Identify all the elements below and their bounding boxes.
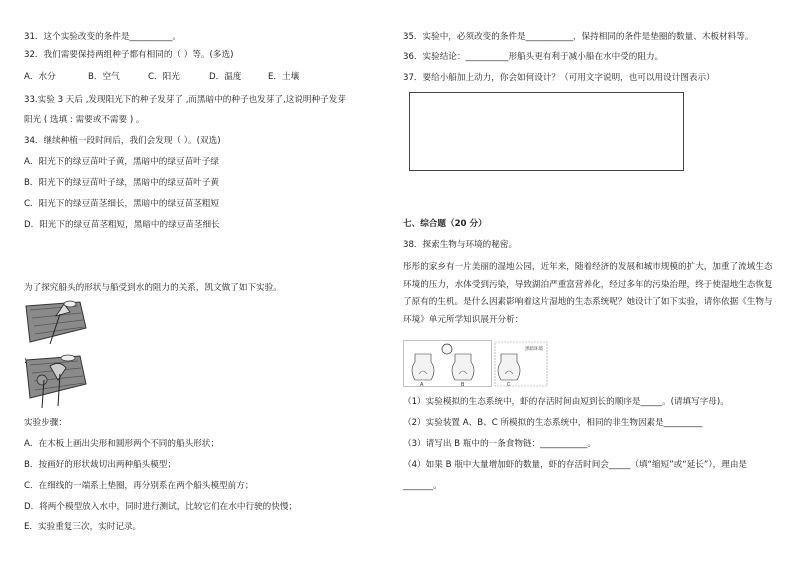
- step-d: D．将两个模型放入水中，同时进行测试，比较它们在水中行驶的快慢；: [24, 502, 298, 512]
- boat-figure-round: [20, 350, 90, 410]
- sub-question-4-end: _______。: [403, 481, 442, 491]
- bottle-label-b: B: [461, 382, 465, 388]
- step-b: B．按画好的形状裁切出两种船头模型；: [24, 460, 176, 470]
- q32-option-a: A．水分: [24, 72, 56, 82]
- question-38: 38．探索生物与环境的秘密。: [403, 240, 518, 250]
- q34-option-b: B．阳光下的绿豆苗叶子绿，黑暗中的绿豆苗叶子黄: [24, 178, 219, 188]
- q32-option-c: C．阳光: [148, 72, 180, 82]
- sub-question-1: （1）实验模拟的生态系统中，虾的存活时间由短到长的顺序是_____。(请填写字母)。: [403, 397, 729, 407]
- bottle-label-c: C: [507, 382, 511, 388]
- sub-question-3: （3）请写出 B 瓶中的一条食物链：___________。: [403, 439, 596, 449]
- step-a: A．在木板上画出尖形和圆形两个不同的船头形状；: [24, 439, 219, 449]
- q32-option-d: D．温度: [209, 72, 242, 82]
- question-36: 36．实验结论：__________形船头更有利于减小船在水中受的阻力。: [403, 52, 664, 62]
- question-31: 31．这个实验改变的条件是__________。: [24, 32, 182, 42]
- question-33-line1: 33.实验 3 天后 ,发现阳光下的种子发芽了 ,而黑暗中的种子也发芽了,这说明种子发芽: [24, 95, 346, 105]
- step-e: E．实验重复三次，实时记录。: [24, 522, 142, 532]
- steps-title: 实验步骤：: [24, 418, 67, 428]
- design-answer-box[interactable]: [409, 92, 684, 171]
- q32-option-e: E．土壤: [268, 72, 300, 82]
- q32-option-b: B．空气: [88, 72, 120, 82]
- figure-marker: :: [24, 356, 27, 366]
- question-33-line2: 阳光 ( 选填 : 需要或不需要 ) 。: [24, 115, 145, 125]
- question-37: 37．要给小船加上动力，你会如何设计？（可用文字说明，也可以用设计图表示）: [403, 73, 715, 83]
- boat-figure-pointed: [20, 298, 90, 348]
- dark-environment-label: 黑暗环境: [525, 347, 543, 352]
- experiment-intro: 为了探究船头的形状与船受到水的阻力的关系，凯文做了如下实验。: [24, 283, 282, 293]
- question-35: 35．实验中，必须改变的条件是___________，保持相同的条件是垫圈的数量、木板材料等。: [403, 32, 754, 42]
- q34-option-a: A．阳光下的绿豆苗叶子黄，黑暗中的绿豆苗叶子绿: [24, 157, 219, 167]
- question-34: 34．继续种植一段时间后，我们会发现（ ）。(双选): [24, 136, 221, 146]
- ecosystem-bottles-figure: [403, 340, 563, 388]
- q34-option-c: C．阳光下的绿豆苗茎细长，黑暗中的绿豆苗茎粗短: [24, 199, 220, 209]
- section-7-title: 七、综合题（20 分）: [403, 219, 487, 229]
- sub-question-2: （2）实验装置 A、B、C 所模拟的生态系统中，相同的非生物因素是_________: [403, 418, 703, 428]
- step-c: C．在细线的一端系上垫圈，再分别系在两个船头模型前方；: [24, 481, 254, 491]
- q38-paragraph: 彤彤的家乡有一片美丽的湿地公园，近年来，随着经济的发展和城市规模的扩大，加重了流域生态环境的压力，水体受到污染，导致湖泊严重富营养化，经过多年的污染治理，终于使湿地生态恢复了原有的生机。是什么因素影响着这片湿地的生态系统呢？她设计了如下实验，请你依据《生物与环境》单元所学知识展开分析：: [403, 262, 773, 325]
- q34-option-d: D．阳光下的绿豆苗茎粗短，黑暗中的绿豆苗茎细长: [24, 220, 220, 230]
- question-32: 32．我们需要保持两组种子都有相同的（ ）等。(多选): [24, 50, 234, 60]
- bottle-label-a: A: [420, 382, 424, 388]
- sub-question-4: （4）如果 B 瓶中大量增加虾的数量，虾的存活时间会_____（填“缩短”或“延长”），理由是: [403, 460, 748, 470]
